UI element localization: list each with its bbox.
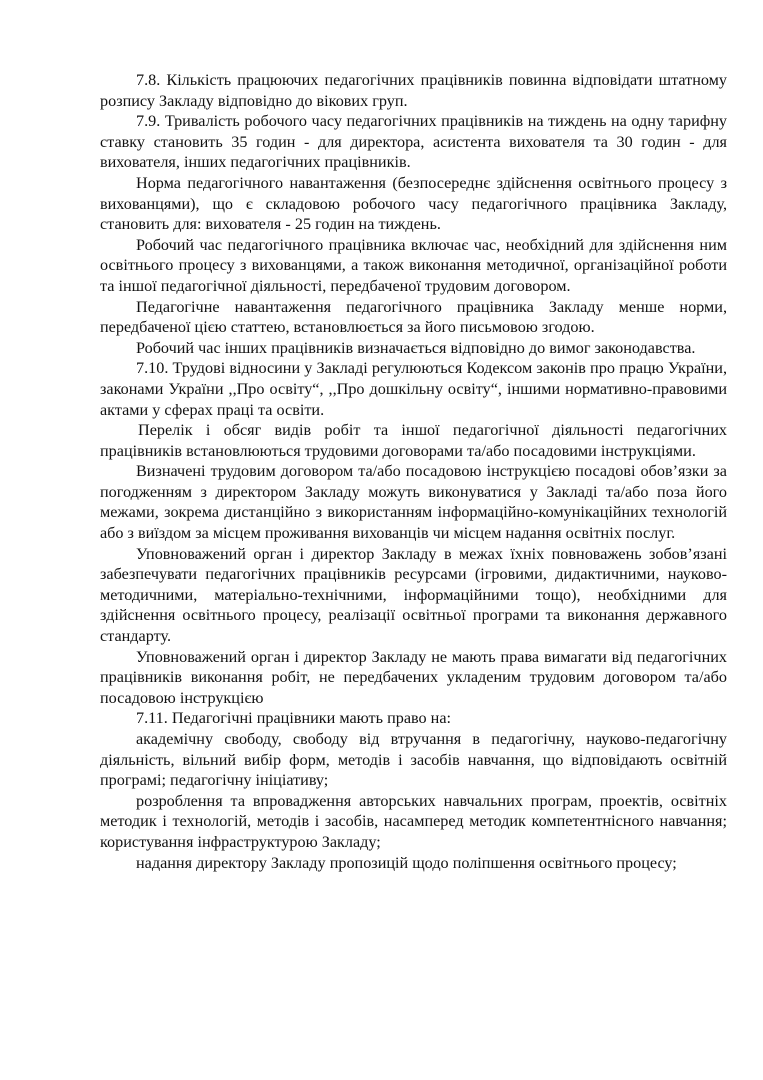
paragraph-resources: Уповноважений орган і директор Закладу в межах їхніх повноважень зобов’язані забезпечувати педагогічних працівників ресурсами (ігровими, дидактичними, науково-методичними, матеріально-технічними, інформаційними тощо), необхідними для здійснення освітнього процесу, реалізації освітньої програми та виконання державного стандарту.	[100, 544, 727, 646]
paragraph-no-extra-work: Уповноважений орган і директор Закладу не мають права вимагати від педагогічних працівників виконання робіт, не передбачених укладеним трудовим договором та/або посадовою інструкцією	[100, 647, 727, 707]
paragraph-duties: Визначені трудовим договором та/або посадовою інструкцією посадові обов’язки за погодженням з директором Закладу можуть виконуватися у Закладі та/або поза його межами, зокрема дистанційно з використанням інформаційно-комунікаційних технологій або з виїздом за місцем проживання вихованців чи місцем надання освітніх послуг.	[100, 462, 727, 543]
paragraph-reduced-workload: Педагогічне навантаження педагогічного працівника Закладу менше норми, передбаченої цією статтею, встановлюється за його письмовою згодою.	[100, 297, 727, 337]
paragraph-7-10: 7.10. Трудові відносини у Закладі регулюються Кодексом законів про працю України, законами України ,,Про освіту“, ,,Про дошкільну освіту“, іншими нормативно-правовими актами у сферах праці та освіти.	[100, 359, 727, 419]
paragraph-7-8: 7.8. Кількість працюючих педагогічних працівників повинна відповідати штатному розпису Закладу відповідно до вікових груп.	[100, 71, 727, 110]
document-page	[100, 70, 727, 873]
paragraph-author-programs: розроблення та впровадження авторських навчальних програм, проектів, освітніх методик і технологій, методів і засобів, насамперед методик компетентнісного навчання; користування інфраструктурою Закладу;	[100, 791, 727, 851]
paragraph-proposals: надання директору Закладу пропозицій щодо поліпшення освітнього процесу;	[136, 853, 677, 872]
paragraph-7-9: 7.9. Тривалість робочого часу педагогічних працівників на тиждень на одну тарифну ставку становить 35 годин - для директора, асистента вихователя та 30 годин - для вихователя, інших педагогічних працівників.	[100, 112, 727, 172]
paragraph-7-11: 7.11. Педагогічні працівники мають право на:	[136, 709, 452, 728]
paragraph-academic-freedom: академічну свободу, свободу від втручання в педагогічну, науково-педагогічну діяльність, вільний вибір форм, методів і засобів навчання, що відповідають освітній програмі; педагогічну ініціативу;	[100, 730, 727, 790]
paragraph-other-staff-time: Робочий час інших працівників визначається відповідно до вимог законодавства.	[136, 338, 696, 357]
paragraph-working-time: Робочий час педагогічного працівника включає час, необхідний для здійснення ним освітнього процесу з вихованцями, а також виконання методичної, організаційної роботи та іншої педагогічної діяльності, передбаченої трудовим договором.	[100, 235, 727, 295]
paragraph-work-list: Перелік і обсяг видів робіт та іншої педагогічної діяльності педагогічних працівників встановлюються трудовими договорами та/або посадовими інструкціями.	[100, 421, 727, 460]
paragraph-workload-norm: Норма педагогічного навантаження (безпосереднє здійснення освітнього процесу з вихованцями), що є складовою робочого часу педагогічного працівника Закладу, становить для: вихователя - 25 годин на тиждень.	[100, 173, 727, 234]
